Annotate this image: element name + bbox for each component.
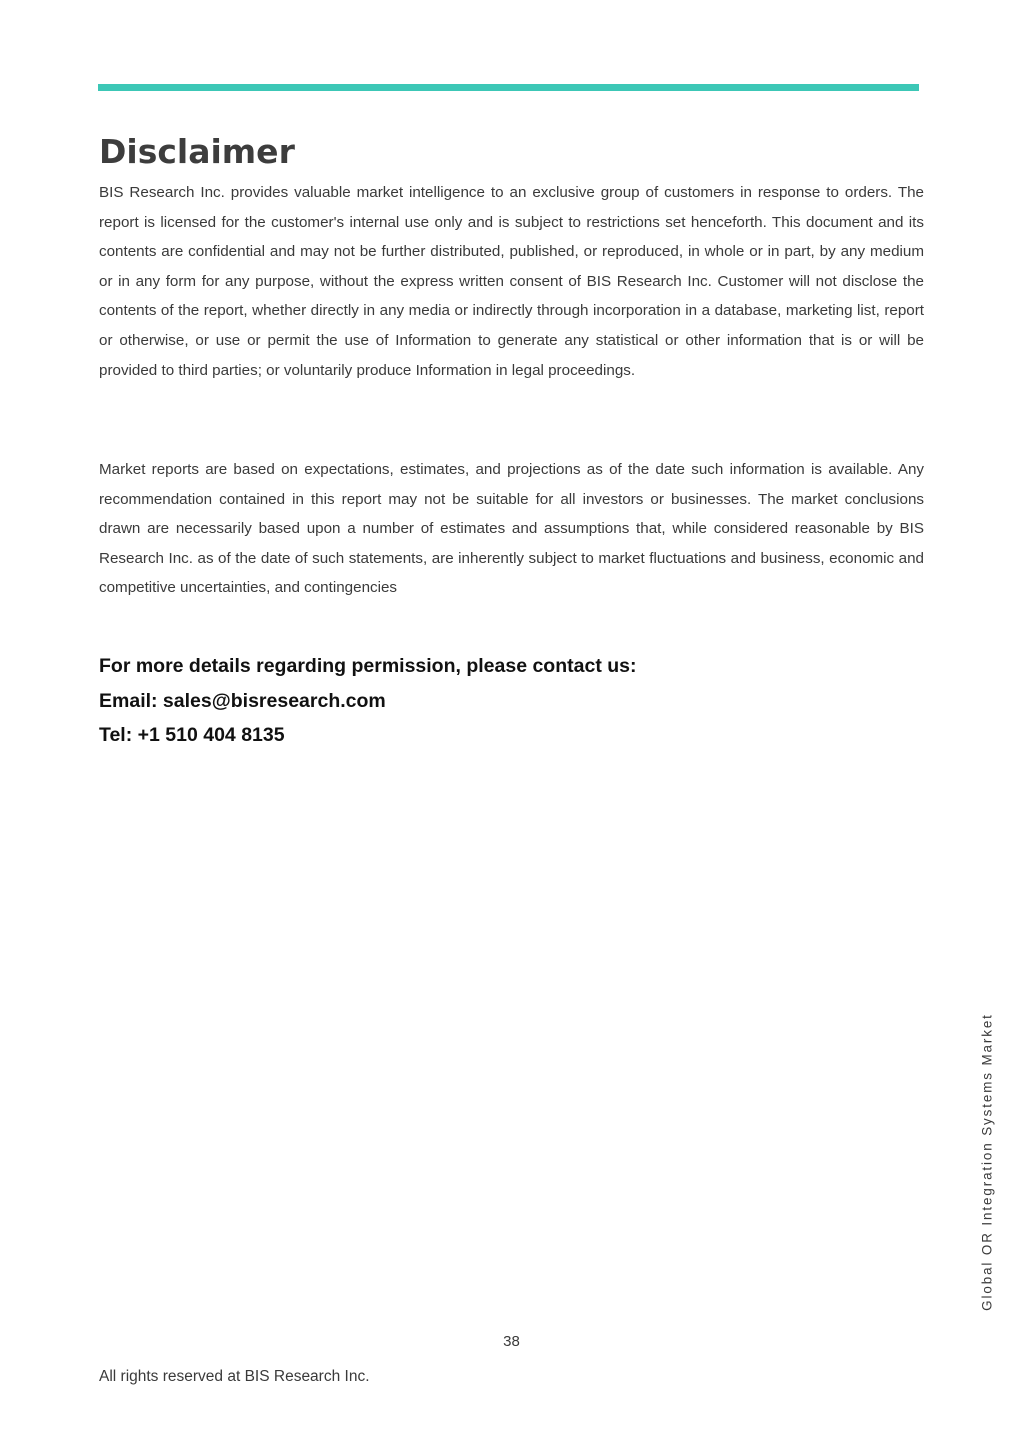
disclaimer-paragraph-2: Market reports are based on expectations, estimates, and projections as of the date such information is available. Any recommendation contained in this report may not be suitable for all investors or businesses. The market conclusions drawn are necessarily based upon a number of estimates and assumptions that, while considered reasonable by BIS Research Inc. as of the date of such statements, are inherently subject to market fluctuations and business, economic and competitive uncertainties, and contingencies [99,461,924,597]
page-title: Disclaimer [99,132,295,171]
contact-phone: Tel: +1 510 404 8135 [99,724,285,746]
contact-block [99,649,636,753]
contact-heading: For more details regarding permission, please contact us: [99,655,637,677]
header-accent-rule [98,84,919,91]
contact-email: Email: sales@bisresearch.com [99,689,386,712]
footer-rights-notice: All rights reserved at BIS Research Inc. [99,1368,370,1385]
page-number: 38 [503,1333,520,1350]
disclaimer-paragraph-1: BIS Research Inc. provides valuable market intelligence to an exclusive group of customers in response to orders. The report is licensed for the customer's internal use only and is subject to restrictions set henceforth. This document and its contents are confidential and may not be further distributed, published, or reproduced, in whole or in part, by any medium or in any form for any purpose, without the express written consent of BIS Research Inc. Customer will not disclose the contents of the report, whether directly in any media or indirectly through incorporation in a database, marketing list, report or otherwise, or use or permit the use of Information to generate any statistical or other information that is or will be provided to third parties; or voluntarily produce Information in legal proceedings. [99,184,924,379]
report-side-label: Global OR Integration Systems Market [979,1013,995,1311]
